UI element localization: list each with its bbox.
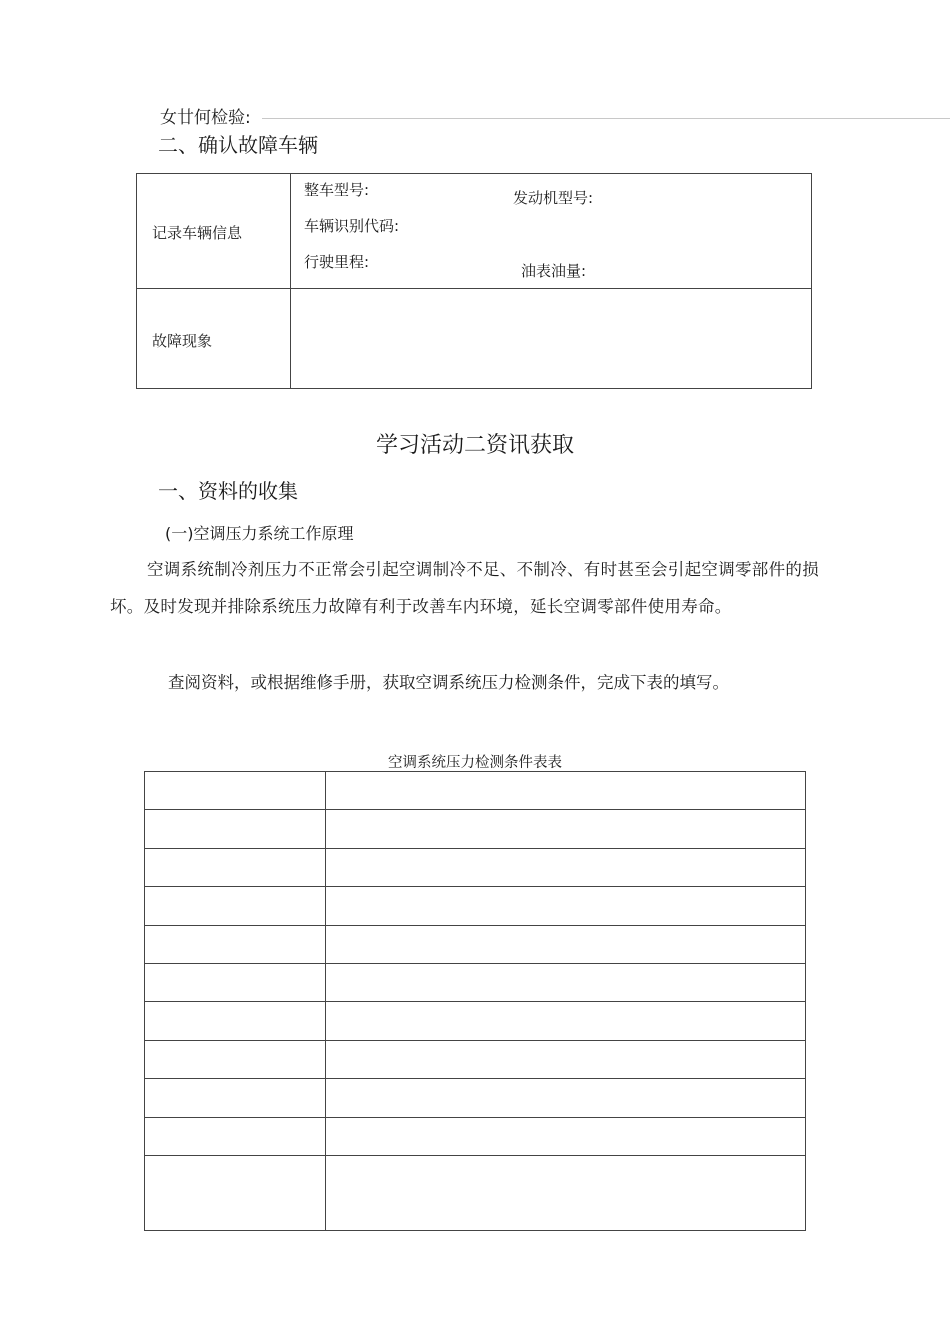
table-row — [145, 887, 806, 925]
table-cell-condition-value[interactable] — [326, 1079, 806, 1117]
table-cell-condition-value[interactable] — [326, 1117, 806, 1155]
table-cell-condition-value[interactable] — [326, 887, 806, 925]
table-divider — [290, 174, 291, 388]
paragraph-intro: 空调系统制冷剂压力不正常会引起空调制冷不足、不制冷、有时甚至会引起空调零部件的损坏。及时发现并排除系统压力故障有利于改善车内环境，延长空调零部件使用寿命。 — [110, 560, 819, 616]
table-row — [145, 1079, 806, 1117]
field-vin[interactable]: 车辆识别代码: — [304, 217, 400, 235]
table-row — [145, 848, 806, 886]
table-cell-condition-value[interactable] — [326, 772, 806, 810]
table-divider — [137, 288, 811, 289]
table-cell-condition-name[interactable] — [145, 925, 326, 963]
conditions-table — [144, 771, 806, 1231]
table-row — [145, 1002, 806, 1040]
table-cell-condition-name[interactable] — [145, 1079, 326, 1117]
table-cell-condition-value[interactable] — [326, 925, 806, 963]
field-vehicle-model[interactable]: 整车型号: — [304, 181, 370, 199]
header-rule — [262, 118, 950, 119]
row-label-fault-symptom: 故障现象 — [152, 332, 213, 350]
table-cell-condition-name[interactable] — [145, 772, 326, 810]
table-cell-condition-name[interactable] — [145, 1117, 326, 1155]
table-cell-condition-value[interactable] — [326, 1002, 806, 1040]
section-heading-collect: 一、资料的收集 — [158, 479, 298, 503]
table-cell-condition-name[interactable] — [145, 887, 326, 925]
paragraph-instruction: 查阅资料，或根据维修手册，获取空调系统压力检测条件，完成下表的填写。 — [168, 673, 729, 692]
table-row — [145, 772, 806, 810]
table-row — [145, 925, 806, 963]
table-cell-condition-value[interactable] — [326, 1155, 806, 1230]
table-row — [145, 810, 806, 848]
table-row — [145, 1155, 806, 1230]
table-cell-condition-value[interactable] — [326, 963, 806, 1001]
table-cell-condition-name[interactable] — [145, 810, 326, 848]
subsection-heading: (一)空调压力系统工作原理 — [165, 524, 354, 543]
table-cell-condition-value[interactable] — [326, 1040, 806, 1078]
table-row — [145, 963, 806, 1001]
table-row — [145, 1117, 806, 1155]
table-caption: 空调系统压力检测条件表表 — [388, 755, 562, 771]
table-cell-condition-name[interactable] — [145, 963, 326, 1001]
table-cell-condition-value[interactable] — [326, 810, 806, 848]
vehicle-info-table — [136, 173, 812, 389]
field-engine-model[interactable]: 发动机型号: — [513, 189, 594, 207]
table-cell-condition-name[interactable] — [145, 1002, 326, 1040]
table-cell-condition-value[interactable] — [326, 848, 806, 886]
field-mileage[interactable]: 行驶里程: — [304, 253, 370, 271]
table-cell-condition-name[interactable] — [145, 1155, 326, 1230]
table-cell-condition-name[interactable] — [145, 848, 326, 886]
section-heading-confirm-vehicle: 二、确认故障车辆 — [158, 133, 318, 157]
field-fuel-level[interactable]: 油表油量: — [521, 262, 587, 280]
table-cell-condition-name[interactable] — [145, 1040, 326, 1078]
table-row — [145, 1040, 806, 1078]
cut-line-text: 女廿何检验: — [160, 108, 251, 128]
activity-title: 学习活动二资讯获取 — [375, 433, 574, 458]
row-label-vehicle-info: 记录车辆信息 — [152, 224, 243, 242]
